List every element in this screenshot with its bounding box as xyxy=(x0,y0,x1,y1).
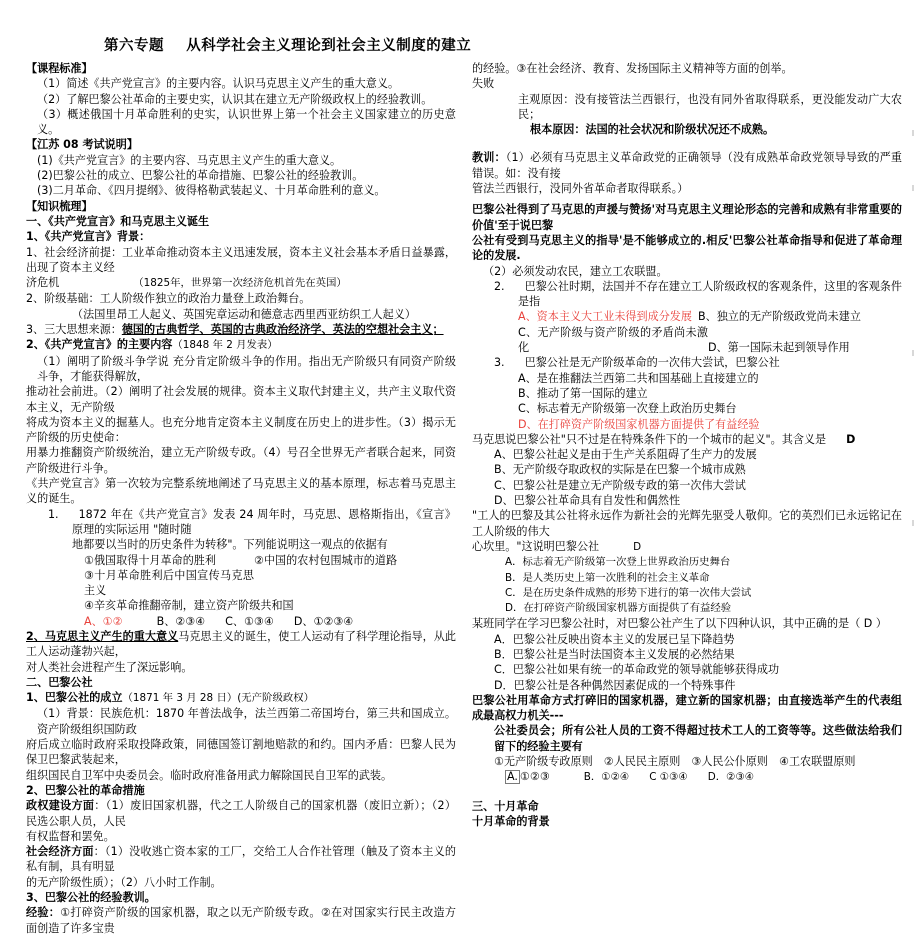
commune-background-line-1: （1）背景：民族危机：1870 年普法战争，法兰西第二帝国垮台，第三共和国成立。资产阶级组织国防政 xyxy=(37,707,456,736)
question-2-option-d: D、第一国际未起到领导作用 xyxy=(708,341,850,355)
page-edge-marks xyxy=(913,0,914,637)
question-4-text: 马克思说巴黎公社"只不过是在特殊条件下的一个城市的起义"。其含义是 xyxy=(472,432,827,446)
question-4-stem xyxy=(472,432,902,447)
exam-note-item-2: (2)巴黎公社的成立、巴黎公社的革命措施、巴黎公社的经验教训。 xyxy=(37,169,364,183)
exam-note-item-3: (3)二月革命、《四月提纲》、彼得格勒武装起义、十月革命胜利的意义。 xyxy=(37,184,386,198)
question-1-stem-cont: 地都要以当时的历史条件为转移"。下列能说明这一观点的依据有 xyxy=(72,538,388,552)
question-1-option-2: ②中国的农村包围城市的道路 xyxy=(254,553,398,567)
question-5-stem-line-1: "工人的巴黎及其公社将永远作为新社会的光辉先驱受人敬仰。它的英烈们已永远铭记在工人阶级的伟大 xyxy=(472,509,902,538)
section-course-standard-heading: 【课程标准】 xyxy=(26,62,93,75)
question-3-text: 巴黎公社是无产阶级革命的一次伟大尝试，巴黎公社 xyxy=(524,356,780,370)
question-5-answer: D xyxy=(633,540,642,553)
commune-marx-note-line-2: 公社有受到马克思主义的指导'是不能够成立的.相反'巴黎公社革命指导和促进了革命理论的发展. xyxy=(472,233,902,263)
question-5-option-b: B．是人类历史上第一次胜利的社会主义革命 xyxy=(505,571,710,584)
question-4-option-b: B、无产阶级夺取政权的实际是在巴黎一个城市成熟 xyxy=(494,463,746,477)
manifesto-content-label: 2、《共产党宣言》的主要内容 xyxy=(26,338,173,352)
question-6-option-c: C．巴黎公社如果有统一的革命政党的领导就能够获得成功 xyxy=(494,663,780,677)
question-5-option-d: D．在打碎资产阶级国家机器方面提供了有益经验 xyxy=(505,602,732,615)
commune-founding-heading xyxy=(26,690,456,706)
question-5-stem-line-2 xyxy=(472,539,902,555)
question-6-option-b: B．巴黎公社是当时法国资本主义发展的必然结果 xyxy=(494,647,735,661)
course-standard-item-2: （2）了解巴黎公社革命的主要史实，认识其在建立无产阶级政权上的经验教训。 xyxy=(37,92,433,106)
question-7-options: ①无产阶级专政原则 ②人民民主原则 ③人民公仆原则 ④工农联盟原则 xyxy=(494,755,856,769)
question-3-option-c: C、标志着无产阶级第一次登上政治历史舞台 xyxy=(518,402,737,416)
commune-experience xyxy=(26,905,456,936)
question-7-choice-c: C ①③④ xyxy=(649,771,688,784)
edge-tick xyxy=(912,185,914,191)
measure-economic xyxy=(26,844,456,875)
heading-manifesto-background: 1、《共产党宣言》背景： xyxy=(26,230,151,244)
heading-commune-lessons: 3、巴黎公社的经验教训。 xyxy=(26,891,156,905)
question-7-choice-a-options: ①②③ xyxy=(519,770,550,784)
background-point-2: 2、阶级基础：工人阶级作独立的政治力量登上政治舞台。 xyxy=(26,292,311,306)
vertical-gap xyxy=(472,786,902,799)
edge-tick xyxy=(912,130,914,136)
commune-lesson-label: 教训： xyxy=(472,151,506,165)
left-column xyxy=(26,61,456,936)
question-3-option-d: D、在打碎资产阶级国家机器方面提供了有益经验 xyxy=(518,417,760,431)
heading-part-two: 二、巴黎公社 xyxy=(26,675,93,689)
question-2-option-c: C、无产阶级与资产阶级的矛盾尚未激化 xyxy=(518,325,708,355)
question-4-option-c: C、巴黎公社是建立无产阶级专政的第一次伟大尝试 xyxy=(494,478,746,492)
question-4-option-a: A、巴黎公社起义是由于生产关系阻碍了生产力的发展 xyxy=(494,448,757,462)
background-point-3 xyxy=(26,322,456,337)
two-column-body xyxy=(26,61,902,936)
measure-economic-cont: 的无产阶级性质）；（2）八小时工作制。 xyxy=(26,875,222,889)
question-1-choice-d: D、①②③④ xyxy=(293,614,354,628)
marxism-significance xyxy=(26,629,456,660)
right-column xyxy=(472,61,902,829)
marxism-significance-text: 马克思主义的诞生，使工人运动有了科学理论指导，从此工人运动蓬勃兴起， xyxy=(26,629,456,659)
commune-founding-label: 1、巴黎公社的成立 xyxy=(26,691,123,705)
question-2-options-row-2 xyxy=(472,325,902,356)
exam-note-item-1: (1)《共产党宣言》的主要内容、马克思主义产生的重大意义。 xyxy=(37,153,342,167)
section-exam-note-heading: 【江苏 08 考试说明】 xyxy=(26,138,138,152)
question-1-choice-b: B、②③④ xyxy=(156,614,206,628)
commune-background-line-3: 组织国民自卫军中央委员会。临时政府准备用武力解除国民自卫军的武装。 xyxy=(26,768,393,782)
heading-october-revolution-background: 十月革命的背景 xyxy=(472,814,550,828)
question-2-option-b: B、独立的无产阶级政党尚未建立 xyxy=(698,310,861,324)
question-7-answer-row xyxy=(472,769,902,785)
manifesto-content-line-2: 推动社会前进。（2）阐明了社会发展的规律。资本主义取代封建主义，共产主义取代资本主义，无产阶级 xyxy=(26,385,456,414)
course-standard-item-3: （3）概述俄国十月革命胜利的史实，认识世界上第一个社会主义国家建立的历史意义。 xyxy=(37,107,456,137)
question-6-option-d: D．巴黎公社是各种偶然因素促成的一个特殊事件 xyxy=(494,678,736,692)
question-2-number: 2. xyxy=(494,279,505,293)
edge-tick xyxy=(912,520,914,526)
manifesto-content-date: （1848 年 2 月发表） xyxy=(172,339,278,352)
commune-experience-label: 经验： xyxy=(26,906,61,920)
question-1-choice-a: A、①② xyxy=(84,614,123,628)
measure-political-label: 政权建设方面 xyxy=(26,799,95,813)
background-point-3-sources: 德国的古典哲学、英国的古典政治经济学、英法的空想社会主义； xyxy=(121,323,444,337)
measure-political-cont: 有权监督和罢免。 xyxy=(26,829,115,843)
question-5-option-c: C．是在历史条件成熟的形势下进行的第一次伟大尝试 xyxy=(505,586,752,599)
measure-economic-label: 社会经济方面 xyxy=(26,845,94,859)
question-3-option-b: B、推动了第一国际的建立 xyxy=(518,386,648,400)
commune-marx-note-line-1: 巴黎公社得到了马克思的声援与赞扬'对马克思主义理论形态的完善和成熟有非常重要的价值'至于说巴黎 xyxy=(472,203,902,232)
vertical-gap xyxy=(472,137,902,150)
question-3-stem xyxy=(472,355,902,370)
question-1-answer-row xyxy=(26,614,456,629)
commune-founding-date: （1871 年 3 月 28 日）(无产阶级政权） xyxy=(122,692,315,705)
question-7-stem-line-2: 公社委员会；所有公社人员的工资不得超过技术工人的工资等等。这些做法给我们留下的经验主要有 xyxy=(494,724,902,753)
question-7-choice-b: B．①②④ xyxy=(583,771,630,784)
course-standard-item-1: （1）简述《共产党宣言》的主要内容。认识马克思主义产生的重大意义。 xyxy=(37,77,400,91)
commune-lesson-text: （1）必须有马克思主义革命政党的正确领导（没有成熟革命政党领导导致的严重错误。如：没有接 xyxy=(472,151,902,180)
background-point-3-label: 3、三大思想来源： xyxy=(26,323,122,337)
question-2-stem xyxy=(472,279,902,310)
question-2-text: 巴黎公社时期，法国并不存在建立工人阶级政权的客观条件，这里的客观条件是指 xyxy=(518,279,902,309)
manifesto-content-line-1: （1）阐明了阶级斗争学说 充分肯定阶级斗争的作用。指出无产阶级只有同资产阶级斗争，才能获得解放， xyxy=(37,354,456,383)
question-1-text: 1872 年在《共产党宣言》发表 24 周年时，马克思、恩格斯指出，《宣言》原理的实际运用 "随时随 xyxy=(72,507,456,536)
manifesto-content-line-5: 《共产党宣言》第一次较为完整系统地阐述了马克思主义的基本原理，标志着马克思主义的诞生。 xyxy=(26,477,456,506)
question-3-number: 3. xyxy=(494,356,505,370)
commune-lesson-1-cont: 管法兰西银行，没同外省革命者取得联系。） xyxy=(472,182,689,196)
background-point-1-c: （1825年，世界第一次经济危机首先在英国） xyxy=(133,277,347,290)
question-6-stem: 某班同学在学习巴黎公社时，对巴黎公社产生了以下四种认识，其中正确的是（ D ） xyxy=(472,617,887,631)
question-1-choice-c: C、①③④ xyxy=(225,614,274,628)
marxism-significance-cont: 对人类社会进程产生了深远影响。 xyxy=(26,660,193,674)
question-5-option-a: A．标志着无产阶级第一次登上世界政治历史舞台 xyxy=(505,556,731,569)
section-knowledge-heading: 【知识梳理】 xyxy=(26,199,93,213)
measure-political-text: ：（1）废旧国家机器，代之工人阶级自己的国家机器（废旧立新）；（2）民选公职人员，人民 xyxy=(26,799,456,828)
manifesto-content-line-3: 将成为资本主义的掘墓人。也充分地肯定资本主义制度在历史上的进步性。（3）揭示无产阶级的历史使命： xyxy=(26,415,456,445)
background-point-2-note: （法国里昂工人起义、英国宪章运动和德意志西里西亚纺织工人起义） xyxy=(72,307,416,321)
question-1-stem xyxy=(26,507,456,538)
background-point-1: 1、社会经济前提：工业革命推动资本主义迅速发展，资本主义社会基本矛盾日益暴露，出现了资本主义经 xyxy=(26,245,456,274)
commune-lesson-1 xyxy=(472,150,902,181)
heading-manifesto-content xyxy=(26,337,456,353)
question-7-stem-line-1: 巴黎公社用革命方式打碎旧的国家机器，建立新的国家机器；由直接选举产生的代表组成最高权力机关--- xyxy=(472,693,902,723)
measure-economic-text: ：（1）没收逃亡资本家的工厂，交给工人合作社管理（触及了资本主义的私有制，具有明显 xyxy=(26,845,456,874)
measure-political xyxy=(26,798,456,829)
question-1-number: 1. xyxy=(48,507,59,521)
question-1-options-row-2 xyxy=(26,568,456,614)
question-6-option-a: A．巴黎公社反映出资本主义的发展已呈下降趋势 xyxy=(494,632,735,646)
marxism-significance-label: 2、马克思主义产生的重大意义 xyxy=(26,629,179,643)
heading-part-three: 三、十月革命 xyxy=(472,799,539,813)
question-3-option-a: A、是在推翻法兰西第二共和国基础上直接建立的 xyxy=(518,371,759,385)
edge-tick xyxy=(912,350,914,356)
question-7-choice-d: D．②③④ xyxy=(707,771,755,784)
commune-background-line-2: 府后成立临时政府采取投降政策，同德国签订割地赔款的和约。国内矛盾：巴黎人民为保卫巴黎武装起来， xyxy=(26,738,456,767)
question-4-option-d: D、巴黎公社革命具有自发性和偶然性 xyxy=(494,494,681,508)
commune-experience-cont: 的经验。③在社会经济、教育、发扬国际主义精神等方面的创举。 xyxy=(472,62,793,75)
question-1-option-3: ③十月革命胜利后中国宣传马克思主义 xyxy=(84,568,254,598)
commune-failure-root-cause: 根本原因：法国的社会状况和阶级状况还不成熟。 xyxy=(530,123,775,137)
question-5-stem-text: 心坎里。"这说明巴黎公社 xyxy=(472,539,600,553)
question-1-options-row-1 xyxy=(26,553,456,568)
question-1-option-4: ④辛亥革命推翻帝制，建立资产阶级共和国 xyxy=(84,599,294,613)
commune-failure-subjective-cause: 主观原因：没有接管法兰西银行，也没有同外省取得联系，更没能发动广大农民； xyxy=(518,92,902,121)
question-7-selected-answer[interactable]: A. xyxy=(507,770,518,784)
background-point-1-cont xyxy=(26,275,456,291)
question-2-options-row-1 xyxy=(472,309,902,324)
commune-lesson-2: （2）必须发动农民，建立工农联盟。 xyxy=(483,264,668,278)
manifesto-content-line-4: 用暴力推翻资产阶级统治，建立无产阶级专政。（4）号召全世界无产者联合起来，同资产阶级进行斗争。 xyxy=(26,446,456,475)
question-4-answer: D xyxy=(846,432,856,446)
background-point-1-b: 济危机 xyxy=(26,276,60,290)
question-1-option-1: ①俄国取得十月革命的胜利 xyxy=(84,553,216,567)
heading-part-one: 一、《共产党宣言》和马克思主义诞生 xyxy=(26,214,210,228)
page-title: 第六专题 从科学社会主义理论到社会主义制度的建立 xyxy=(104,38,472,54)
question-2-option-a: A、资本主义大工业未得到成分发展 xyxy=(518,310,692,324)
heading-commune-measures: 2、巴黎公社的革命措施 xyxy=(26,783,145,797)
commune-experience-text: ①打碎资产阶级的国家机器，取之以无产阶级专政。②在对国家实行民主改造方面创造了许多宝贵 xyxy=(26,906,456,935)
commune-failure-heading: 失败 xyxy=(472,77,495,91)
